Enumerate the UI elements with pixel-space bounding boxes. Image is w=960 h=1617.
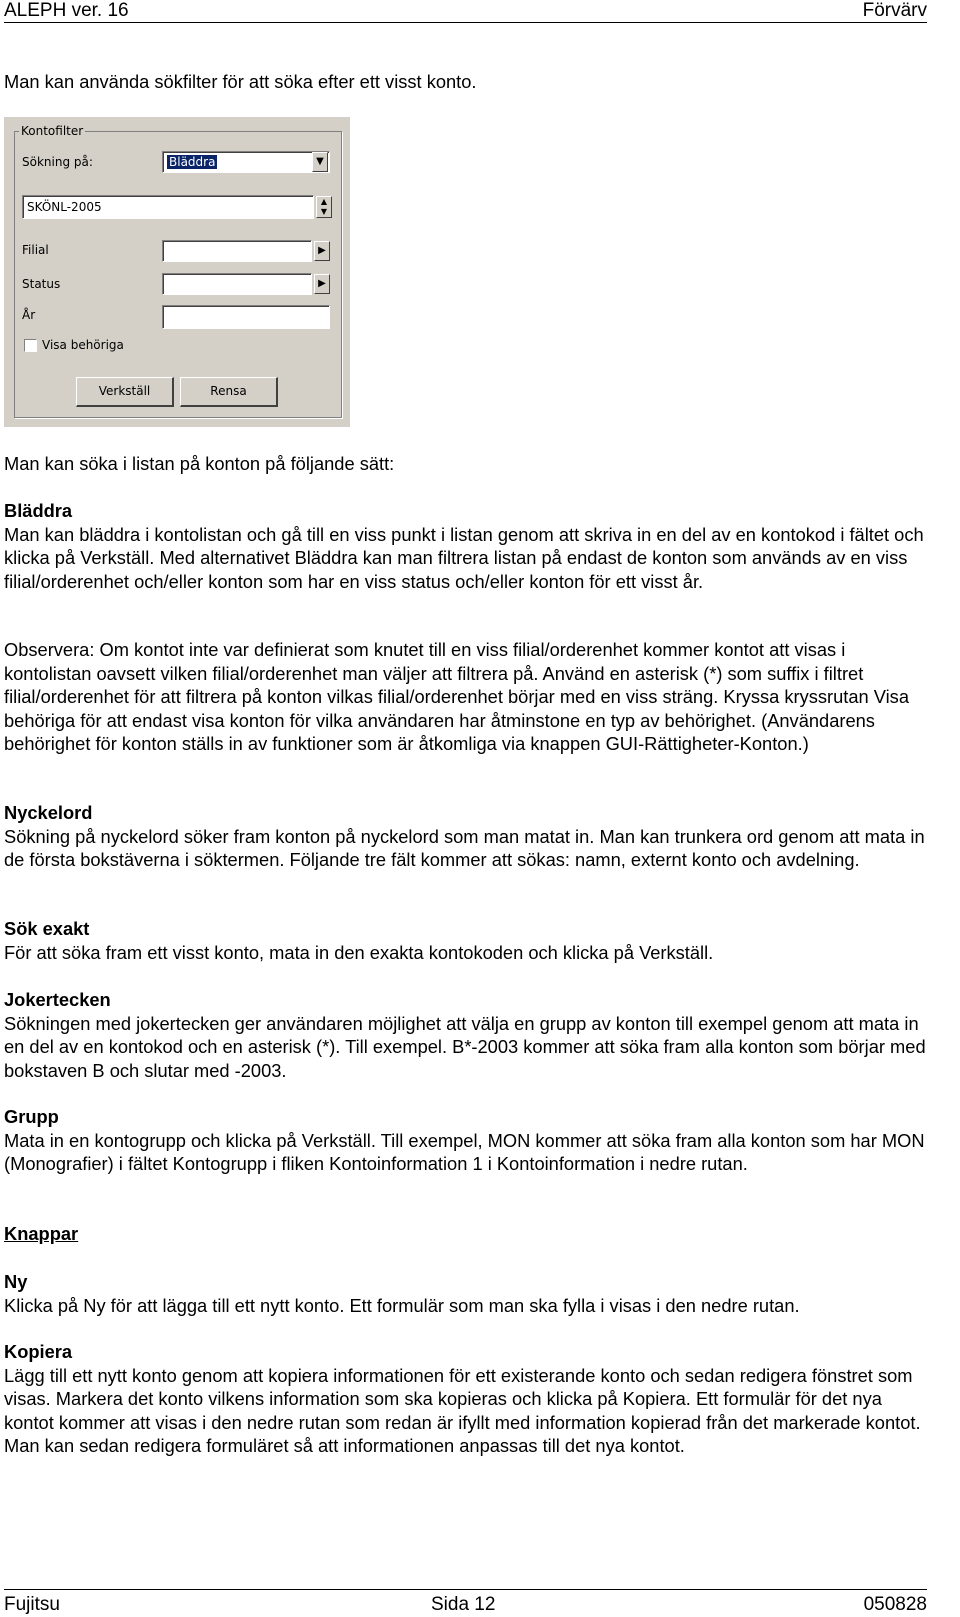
- section-text: Observera: Om kontot inte var definierat som knutet till en viss filial/orderenhet kommer kontot att visas i kontolistan oavsett vilken filial/orderenhet man väljer att filtrera på. Använd en asterisk (*) som suffix i filtret filial/orderenhet för att filtrera på konton vilkas filial/orderenhet börjar med en viss sträng. Kryssa kryssrutan Visa behöriga för att endast visa konton för vilka användaren har åtminstone en typ av behörighet. (Användarens behörighet för konton ställs in av funktioner som är åtkomliga via knappen GUI-Rättigheter-Konton.): [4, 639, 909, 755]
- intro-text: Man kan använda sökfilter för att söka efter ett visst konto.: [4, 71, 477, 92]
- section-ny: [4, 1270, 934, 1317]
- year-label: År: [22, 308, 36, 322]
- section-knappar: [4, 1222, 934, 1246]
- footer-page: Sida 12: [431, 1594, 496, 1615]
- section-text: För att söka fram ett visst konto, mata in den exakta kontokoden och klicka på Verkställ.: [4, 941, 714, 963]
- filial-input[interactable]: [162, 240, 312, 262]
- frame-title: Kontofilter: [21, 124, 84, 138]
- section-text: Lägg till ett nytt konto genom att kopiera informationen för ett existerande konto och sedan redigera fönstret som visas. Markera det konto vilkens information som ska kopieras och klicka på Kopiera. Ett formulär för det nya kontot kommer att visas i den nedre rutan som redan är ifyllt med information kopierad från det markerade kontot. Man kan sedan redigera formuläret så att informationen anpassas till det nya kontot.: [4, 1364, 921, 1457]
- page-header: [4, 0, 927, 23]
- section-grupp: [4, 1105, 934, 1176]
- search-label: Sökning på:: [22, 155, 93, 169]
- account-filter-dialog: [4, 117, 350, 427]
- section-title: Ny: [4, 1271, 28, 1292]
- section-title: Knappar: [4, 1223, 79, 1244]
- section-title: Bläddra: [4, 500, 73, 521]
- visa-checkbox[interactable]: [24, 339, 37, 352]
- search-type-select[interactable]: [162, 151, 330, 173]
- visa-label: Visa behöriga: [42, 338, 124, 352]
- section-title: Nyckelord: [4, 802, 93, 823]
- section-text: Mata in en kontogrupp och klicka på Verkställ. Till exempel, MON kommer att söka fram alla konton som har MON (Monografier) i fältet Kontogrupp i fliken Kontoinformation 1 i Kontoinformation i nedre rutan.: [4, 1129, 925, 1175]
- section-observera: [4, 638, 934, 756]
- section-text: Sökningen med jokertecken ger användaren möjlighet att välja en grupp av konton till exempel genom att mata in en del av en kontokod och en asterisk (*). Till exempel. B*-2003 kommer att söka fram alla konton som börjar med bokstaven B och slutar med -2003.: [4, 1012, 926, 1081]
- status-label: Status: [22, 277, 61, 291]
- section-jokertecken: [4, 988, 934, 1082]
- chevron-down-icon[interactable]: ▼: [312, 152, 328, 172]
- header-right: Förvärv: [862, 0, 927, 21]
- section-kopiera: [4, 1340, 934, 1458]
- section-text: Man kan bläddra i kontolistan och gå till en viss punkt i listan genom att skriva in en del av en kontokod i fältet och klicka på Verkställ. Med alternativet Bläddra kan man filtrera listan på endast de konton som används av en viss filial/orderenhet och/eller konton som har en viss status och/eller konton för ett visst år.: [4, 523, 924, 592]
- section-text: Sökning på nyckelord söker fram konton på nyckelord som man matat in. Man kan trunkera ord genom att mata in de första bokstäverna i söktermen. Följande tre fält kommer att sökas: namn, externt konto och avdelning.: [4, 825, 925, 871]
- page-footer: [4, 1589, 927, 1616]
- up-down-icon[interactable]: ▲ ▼: [316, 196, 332, 218]
- section-bladdra: [4, 499, 934, 593]
- footer-left: Fujitsu: [4, 1594, 60, 1615]
- search-type-value: Bläddra: [169, 155, 216, 169]
- arrow-right-icon[interactable]: ▶: [314, 241, 330, 261]
- search-intro: Man kan söka i listan på konton på följande sätt:: [4, 453, 395, 474]
- footer-right: 050828: [863, 1594, 927, 1615]
- arrow-right-icon[interactable]: ▶: [314, 274, 330, 294]
- apply-button[interactable]: Verkställ: [76, 377, 174, 407]
- section-title: Grupp: [4, 1106, 59, 1127]
- clear-button[interactable]: Rensa: [180, 377, 278, 407]
- filial-label: Filial: [22, 243, 49, 257]
- section-sok-exakt: [4, 917, 934, 964]
- section-nyckelord: [4, 801, 934, 872]
- account-code-input[interactable]: SKÖNL-2005: [22, 195, 314, 219]
- section-title: Kopiera: [4, 1341, 73, 1362]
- status-input[interactable]: [162, 273, 312, 295]
- year-input[interactable]: [162, 305, 330, 329]
- section-title: Jokertecken: [4, 989, 111, 1010]
- section-title: Sök exakt: [4, 918, 90, 939]
- section-text: Klicka på Ny för att lägga till ett nytt konto. Ett formulär som man ska fylla i visas i den nedre rutan.: [4, 1294, 800, 1316]
- header-left: ALEPH ver. 16: [4, 0, 129, 21]
